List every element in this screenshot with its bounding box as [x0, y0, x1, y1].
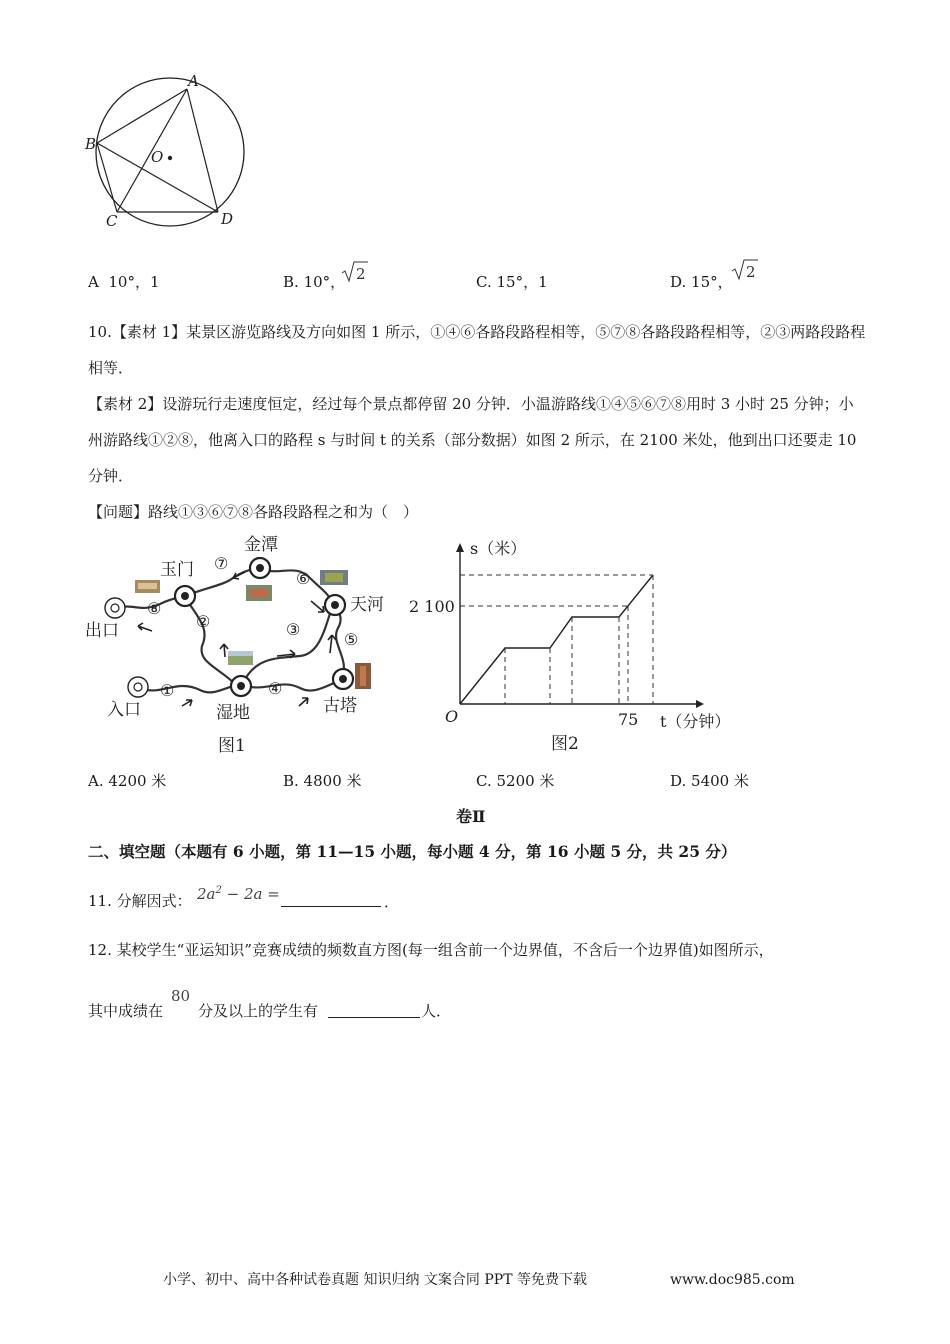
q10-material1: 10.【素材 1】某景区游览路线及方向如图 1 所示，①④⑥各路段路程相等，⑤⑦⑧各路段路程相等，②③两路段路程相等． [88, 323, 866, 377]
q12-middle: 分及以上的学生有 [198, 1002, 319, 1020]
q10-question: 【问题】路线①③⑥⑦⑧各路段路程之和为（ ） [88, 503, 419, 521]
q11-expr-a: 2a [197, 885, 216, 903]
segment-1: ① [160, 681, 175, 700]
q11-expr-b: − 2a = [221, 885, 280, 903]
graph-y-label: s（米） [470, 539, 527, 558]
graph-caption: 图2 [551, 734, 579, 754]
q9-option-b [283, 271, 345, 293]
q10-option-c: C. 5200 米 [476, 772, 555, 790]
q10-option-a: A. 4200 米 [88, 772, 167, 790]
q12-answer-blank[interactable] [328, 1001, 420, 1018]
place-tianhe: 天河 [350, 595, 384, 615]
q9-option-d [670, 271, 733, 293]
segment-6: ⑥ [296, 569, 311, 588]
place-shidi: 湿地 [216, 703, 250, 723]
footer-text: 小学、初中、高中各种试卷真题 知识归纳 文案合同 PPT 等免费下载 [163, 1272, 587, 1288]
q11-expression [197, 880, 280, 905]
q9-option-a-letter: A [88, 273, 99, 291]
section-heading: 二、填空题（本题有 6 小题，第 11—15 小题，每小题 4 分，第 16 小题 5 分，共 25 分） [88, 842, 737, 861]
place-jintan: 金潭 [244, 535, 278, 555]
q9-option-d-letter: D. [670, 273, 687, 291]
segment-8: ⑧ [147, 599, 162, 618]
q9-option-b-letter: B. [283, 273, 299, 291]
q12-prefix: 其中成绩在 [88, 1002, 164, 1020]
place-guta: 古塔 [323, 696, 357, 716]
q9-option-b-sqrt [341, 260, 369, 284]
q11-suffix: ． [384, 893, 400, 911]
label-O: O [151, 148, 164, 166]
q9-option-b-text: 10°， [303, 273, 346, 291]
q9-option-a [88, 271, 160, 293]
q10-material2: 【素材 2】设游玩行走速度恒定，经过每个景点都停留 20 分钟．小温游路线①④⑤⑥⑦⑧用时 3 小时 25 分钟；小州游路线①②⑧，他离入口的路程 s 与时间 t 的关系（部分数据）如图 2 所示，在 2100 米处，他到出口还要走 10 分钟． [88, 395, 857, 485]
graph-x-tick: 75 [618, 710, 639, 729]
graph-x-label: t（分钟） [660, 712, 731, 731]
q9-option-c-letter: C. [476, 273, 492, 291]
label-D: D [221, 210, 234, 228]
q9-option-c [476, 271, 548, 293]
footer-url[interactable]: www.doc985.com [670, 1272, 795, 1288]
place-chukou: 出口 [85, 621, 119, 641]
place-yumen: 玉门 [160, 560, 194, 580]
q9-option-c-text: 15°，1 [496, 273, 548, 291]
q11-expr-sup: 2 [215, 885, 222, 896]
segment-3: ③ [286, 620, 301, 639]
q10-option-d: D. 5400 米 [670, 772, 749, 790]
q9-option-d-sqrt [731, 258, 759, 282]
q9-option-d-text: 15°， [691, 273, 733, 291]
segment-4: ④ [268, 679, 283, 698]
segment-2: ② [196, 612, 211, 631]
graph-y-tick: 2 100 [409, 597, 455, 616]
graph-origin: O [445, 707, 459, 726]
q10-option-b: B. 4800 米 [283, 772, 362, 790]
label-B: B [85, 135, 97, 153]
q12-value: 80 [171, 987, 191, 1005]
label-C: C [106, 212, 118, 230]
q9-option-b-sqrt-value: 2 [356, 265, 366, 283]
route-map [80, 528, 410, 758]
segment-7: ⑦ [214, 554, 229, 573]
distance-time-graph [400, 528, 750, 758]
label-A: A [188, 72, 199, 90]
q11-answer-blank[interactable] [281, 890, 381, 907]
q9-option-d-sqrt-value: 2 [746, 263, 756, 281]
circle-figure [80, 70, 260, 240]
q12-line1: 12. 某校学生“亚运知识”竞赛成绩的频数直方图(每一组含前一个边界值，不含后一个边界值)如图所示， [88, 941, 774, 959]
q11-prefix: 11. 分解因式： [88, 892, 192, 910]
volume-title: 卷Ⅱ [456, 807, 486, 826]
map-caption: 图1 [218, 736, 246, 756]
place-rukou: 入口 [107, 700, 141, 720]
q12-suffix: 人． [421, 1002, 452, 1020]
segment-5: ⑤ [344, 630, 359, 649]
q9-option-a-text: 10°，1 [108, 273, 160, 291]
